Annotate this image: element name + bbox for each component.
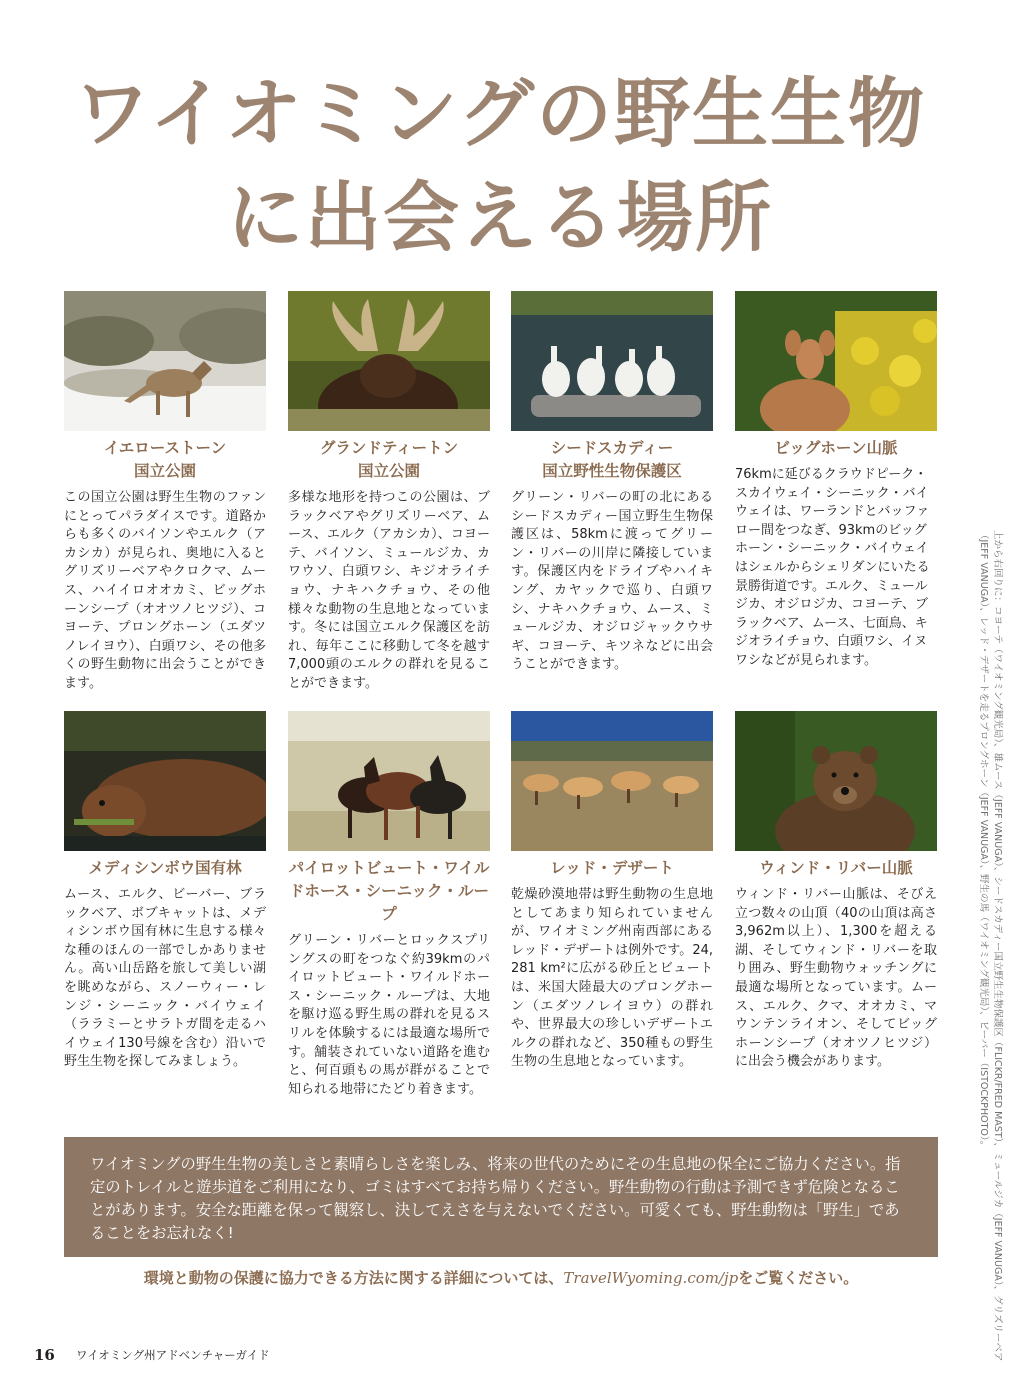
card-wind-river: [735, 711, 937, 1072]
pelicans-photo: [511, 291, 713, 431]
card-body: グリーン・リバーとロックスプリングスの町をつなぐ約39kmのパイロットビュート・ワイルドホース・シーニック・ループは、大地を駆け巡る野生馬の群れを見るスリルを体験するには最適な場所です。舗装されていない道路を進むと、何百頭もの馬が群がることで知られる地帯にたどり着きます。: [288, 933, 490, 1097]
card-heading: ビッグホーン山脈: [774, 439, 898, 457]
page-number: 16: [34, 1346, 55, 1364]
coyote-photo: [64, 291, 266, 431]
conservation-notice-text: ワイオミングの野生生物の美しさと素晴らしさを楽しみ、将来の世代のためにその生息地の保全にご協力ください。指定のトレイルと遊歩道をご利用になり、ゴミはすべてお持ち帰りください。野生動物の行動は予測できず危険となることがあります。安全な距離を保って観察し、決してえさを与えないでください。可愛くても、野生動物は「野生」であることをお忘れなく!: [90, 1155, 901, 1242]
page-title-line1: ワイオミングの野生生物: [74, 69, 926, 158]
card-pilot-butte: [288, 711, 490, 1099]
card-body: ウィンド・リバー山脈は、そびえ立つ数々の山頂（40の山頂は高さ3,962m以上）、1,300を超える湖、そしてウィンド・リバーを取り囲み、野生動物ウォッチングに最適な場所となっています。ムース、エルク、クマ、オオカミ、マウンテンライオン、そしてビッグホーンシープ（オオツノヒツジ）に出会う機会があります。: [735, 887, 937, 1070]
card-red-desert: [511, 711, 713, 1072]
more-info: [64, 1266, 938, 1290]
card-yellowstone: [64, 291, 266, 694]
card-body: 76kmに延びるクラウドピーク・スカイウェイ・シーニック・バイウェイは、ワーランドとバッファロー間をつなぎ、93kmのビッグホーン・シーニック・バイウェイはシェルからシェリダンにいたる景勝街道です。エルク、ミュールジカ、オジロジカ、コヨーテ、ブラックベア、ムース、七面鳥、キジオライチョウ、白頭ワシ、イヌワシなどが見られます。: [735, 467, 930, 668]
card-heading: レッド・デザート: [550, 859, 674, 877]
card-body: 乾燥砂漠地帯は野生動物の生息地としてあまり知られていませんが、ワイオミング州南西部にあるレッド・デザートは例外です。24,281 km²に広がる砂丘とビュートは、米国大陸最大のプロングホーン（エダツノレイヨウ）の群れや、世界最大の珍しいデザートエルクの群れなど、350種もの野生生物の生息地となっています。: [511, 887, 713, 1070]
card-heading: パイロットビュート・ワイルドホース・シーニック・ループ: [288, 859, 490, 923]
more-info-text: 環境と動物の保護に協力できる方法に関する詳細については、: [143, 1269, 564, 1287]
more-info-suffix: をご覧ください。: [738, 1269, 859, 1287]
page-title-line2: に出会える場所: [227, 173, 773, 262]
card-body: この国立公園は野生生物のファンにとってパラダイスです。道路からも多くのバイソンやエルク（アカシカ）が見られ、奥地に入るとグリズリーベアやクロクマ、ムース、ハイイロオオカミ、ビッグホーンシープ（オオツノヒツジ）、コヨーテ、プロングホーン（エダツノレイヨウ）、白頭ワシ、その他多くの野生動物に出会うことができます。: [64, 490, 266, 691]
beaver-photo: [64, 711, 266, 851]
horses-photo: [288, 711, 490, 851]
card-heading: メディシンボウ国有林: [88, 859, 242, 877]
guide-name: ワイオミング州アドベンチャーガイド: [76, 1348, 270, 1362]
card-heading: イエローストーン 国立公園: [103, 439, 227, 480]
deer-photo: [735, 291, 937, 431]
card-body: 多様な地形を持つこの公園は、ブラックベアやグリズリーベア、ムース、エルク（アカシカ）、コヨーテ、バイソン、ミュールジカ、カワウソ、白頭ワシ、キジオライチョウ、ナキハクチョウ、その他様々な動物の生息地となっています。冬には国立エルク保護区を訪れ、毎年ここに移動して冬を越す7,000頭のエルクの群れを見ることができます。: [288, 490, 490, 691]
page-title: [0, 62, 1000, 270]
card-heading: グランドティートン 国立公園: [319, 439, 459, 480]
grizzly-photo: [735, 711, 937, 851]
travelwyoming-link[interactable]: TravelWyoming.com/jp: [563, 1269, 739, 1287]
card-heading: ウィンド・リバー山脈: [759, 859, 913, 877]
card-heading: シードスカディー 国立野性生物保護区: [542, 439, 682, 480]
card-grand-teton: [288, 291, 490, 694]
conservation-notice: [64, 1137, 938, 1257]
moose-photo: [288, 291, 490, 431]
card-seedskadee: [511, 291, 713, 675]
card-body: ムース、エルク、ビーバー、ブラックベア、ボブキャットは、メディシンボウ国有林に生息する様々な種のほんの一部でしかありません。高い山岳路を旅して美しい湖を眺めながら、スノーウィー・レンジ・シーニック・バイウェイ（ララミーとサラトガ間を走るハイウェイ130号線を含む）沿いで野生生物を探してみましょう。: [64, 887, 266, 1070]
card-body: グリーン・リバーの町の北にあるシードスカディー国立野生生物保護区は、58kmに渡ってグリーン・リバーの川岸に隣接しています。保護区内をドライブやハイキング、カヤックで巡り、白頭ワシ、ナキハクチョウ、ムース、ミュールジカ、オジロジャックウサギ、コヨーテ、キツネなどに出会うことができます。: [511, 490, 713, 673]
card-bighorn: [735, 291, 937, 671]
photo-credits-text: 上から右回りに：コヨーテ（ワイオミング観光局）、雄ムース（JEFF VANUGA）、シードスカディー国立野生生物保護区（FLICKR/FRED MAST）、ミュールジカ（JEFF VANUGA）、グリズリーベア（JEFF VANUGA）、レッド・デザートを走るプロングホーン（JEFF VANUGA）、野生の馬（ワイオミング観光局）、ビーバー（ISTOCKPHOTO）。: [978, 530, 1003, 1362]
photo-credits: [948, 530, 1018, 1390]
card-medicine-bow: [64, 711, 266, 1072]
pronghorn-photo: [511, 711, 713, 851]
